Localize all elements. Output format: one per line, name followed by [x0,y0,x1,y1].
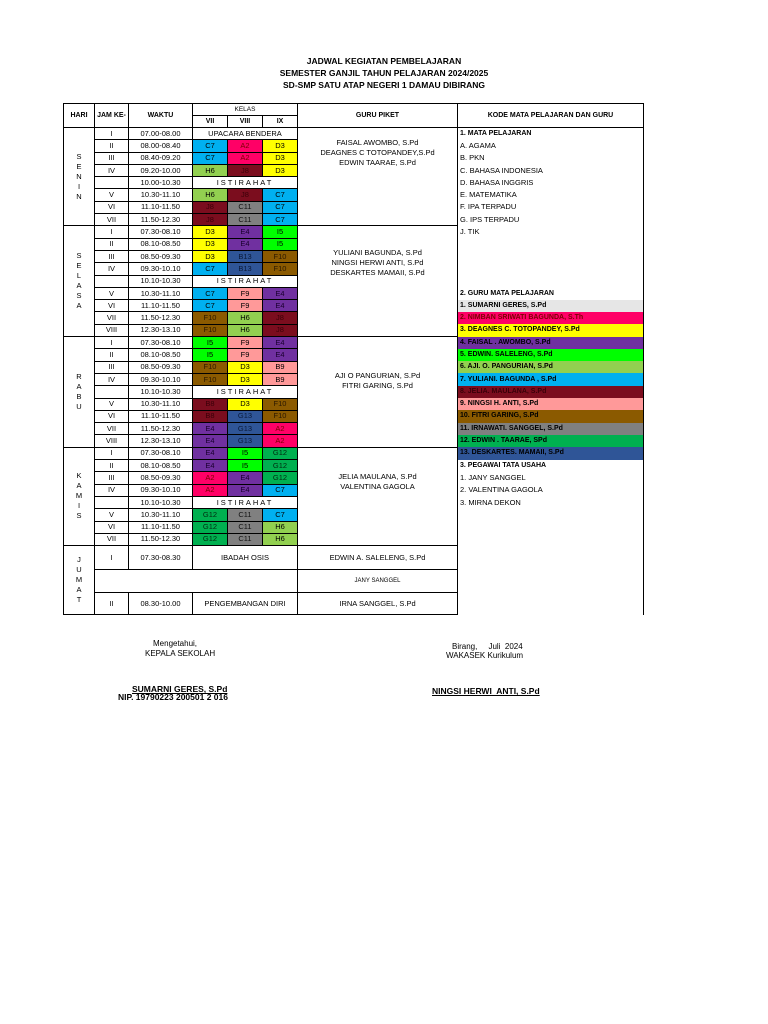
header-kelas: KELAS [193,104,298,116]
class-code-cell: C7 [193,152,228,164]
class-code-cell: C7 [193,263,228,275]
jam-cell: IV [95,164,129,176]
waktu-cell: 11.10-11.50 [129,410,193,422]
day-rabu: R A B U [64,337,95,448]
sign-right-label-1: Birang, Juli 2024 [452,642,523,651]
class-code-cell: G12 [263,460,298,472]
header-class-ix: IX [263,116,298,128]
kode-row [458,593,644,615]
activity-cell: UPACARA BENDERA [193,128,298,140]
class-code-cell: J8 [193,214,228,226]
sign-right-label-2: WAKASEK Kurikulum [446,651,524,660]
kode-row: 3. DEAGNES C. TOTOPANDEY, S.Pd [458,324,644,336]
waktu-cell: 08.50-09.30 [129,361,193,373]
jam-cell: VI [95,521,129,533]
class-code-cell: C7 [263,484,298,496]
class-code-cell: E4 [193,435,228,447]
waktu-cell: 11.50-12.30 [129,533,193,545]
kode-row [458,521,644,533]
class-code-cell: J8 [263,324,298,336]
class-code-cell: G12 [193,509,228,521]
jam-cell: VII [95,214,129,226]
class-code-cell: G13 [228,410,263,422]
class-code-cell: H6 [228,312,263,324]
class-code-cell: B9 [263,361,298,373]
kode-row: 1. SUMARNI GERES, S.Pd [458,300,644,312]
waktu-cell: 12.30-13.10 [129,435,193,447]
class-code-cell: I5 [228,460,263,472]
jam-cell [95,386,129,398]
kode-row [458,533,644,545]
waktu-cell: 08.40-09.20 [129,152,193,164]
kode-row: E. MATEMATIKA [458,189,644,201]
class-code-cell: C11 [228,521,263,533]
class-code-cell: D3 [193,238,228,250]
header-hari: HARI [64,104,95,128]
title-line-3: SD-SMP SATU ATAP NEGERI 1 DAMAU DIBIRANG [283,80,485,90]
class-code-cell: D3 [263,140,298,152]
header-waktu: WAKTU [129,104,193,128]
kode-row: D. BAHASA INGGRIS [458,177,644,189]
class-code-cell: F10 [263,410,298,422]
jam-cell [95,177,129,189]
class-code-cell: J8 [193,201,228,213]
kode-row [458,263,644,275]
waktu-cell: 10.00-10.30 [129,177,193,189]
kode-row [458,546,644,570]
class-code-cell: F10 [193,324,228,336]
class-code-cell: E4 [193,423,228,435]
waktu-cell: 08.50-09.30 [129,472,193,484]
kode-row: 3. PEGAWAI TATA USAHA [458,460,644,472]
class-code-cell: A2 [228,152,263,164]
class-code-cell: E4 [263,300,298,312]
class-code-cell: D3 [228,373,263,385]
waktu-cell: 07.00-08.00 [129,128,193,140]
kode-row [458,238,644,250]
waktu-cell: 07.30-08.10 [129,447,193,459]
table-row [64,546,644,570]
class-code-cell: A2 [193,484,228,496]
jam-cell: II [95,593,129,615]
waktu-cell: 08.10-08.50 [129,460,193,472]
jumat-spacer [95,570,298,593]
kode-row: 11. IRNAWATI. SANGGEL, S.Pd [458,423,644,435]
kode-row: 3. MIRNA DEKON [458,496,644,508]
jumat-guru: IRNA SANGGEL, S.Pd [298,593,458,615]
jam-cell: II [95,238,129,250]
jam-cell: III [95,472,129,484]
class-code-cell: C7 [193,287,228,299]
class-code-cell: E4 [228,238,263,250]
kode-row: 9. NINGSI H. ANTI, S.Pd [458,398,644,410]
kode-row: J. TIK [458,226,644,238]
piket-name: DESKARTES MAMAII, S.Pd [330,268,425,278]
piket-name: VALENTINA GAGOLA [340,481,415,491]
table-row [64,226,644,238]
class-code-cell: C11 [228,214,263,226]
kode-row: 5. EDWIN. SALELENG, S.Pd [458,349,644,361]
istirahat-cell: ISTIRAHAT [193,496,298,508]
jam-cell: III [95,361,129,373]
class-code-cell: I5 [263,226,298,238]
class-code-cell: E4 [228,226,263,238]
class-code-cell: E4 [263,349,298,361]
jam-cell: IV [95,373,129,385]
jam-cell: IV [95,484,129,496]
header-guru-piket: GURU PIKET [298,104,458,128]
jam-cell: I [95,546,129,570]
waktu-cell: 08.30-10.00 [129,593,193,615]
waktu-cell: 07.30-08.10 [129,226,193,238]
piket-rabu [298,337,458,448]
day-senin: S E N I N [64,128,95,226]
piket-name: FAISAL AWOMBO, S.Pd [336,138,419,147]
waktu-cell: 09.30-10.10 [129,373,193,385]
waktu-cell: 11.50-12.30 [129,423,193,435]
class-code-cell: G12 [193,533,228,545]
waktu-cell: 11.50-12.30 [129,214,193,226]
sign-left-label-1: Mengetahui, [153,639,198,648]
kode-row: 8. JELIA. MAULANA, S.Pd [458,386,644,398]
day-jumat: J U M A T [64,546,95,615]
waktu-cell: 11.10-11.50 [129,300,193,312]
jam-cell: V [95,509,129,521]
jam-cell: VI [95,410,129,422]
piket-name: NINGSI HERWI ANTI, S.Pd [331,258,424,268]
piket-name: AJI O PANGURIAN, S.Pd [334,371,421,381]
sign-left-name: SUMARNI GERES, S.Pd [132,684,228,694]
piket-name: EDWIN TAARAE, S.Pd [339,158,416,167]
jam-cell: II [95,460,129,472]
table-row [64,128,644,140]
class-code-cell: B8 [193,410,228,422]
piket-senin [298,128,458,226]
class-code-cell: D3 [193,226,228,238]
jam-cell: I [95,337,129,349]
kode-row: 1. MATA PELAJARAN [458,128,644,140]
kode-row: C. BAHASA INDONESIA [458,164,644,176]
kode-row [458,570,644,593]
class-code-cell: C7 [193,300,228,312]
kode-row: 6. AJI. O. PANGURIAN, S.Pd [458,361,644,373]
class-code-cell: I5 [263,238,298,250]
class-code-cell: F10 [193,361,228,373]
kode-row: 2. GURU MATA PELAJARAN [458,287,644,299]
jam-cell: VIII [95,435,129,447]
jam-cell: VI [95,201,129,213]
waktu-cell: 10.30-11.10 [129,189,193,201]
kode-row: A. AGAMA [458,140,644,152]
table-row [64,447,644,459]
class-code-cell: F10 [193,373,228,385]
class-code-cell: E4 [228,484,263,496]
class-code-cell: J8 [228,189,263,201]
jam-cell: I [95,128,129,140]
class-code-cell: I5 [228,447,263,459]
table-row [64,593,644,615]
waktu-cell: 10.10-10.30 [129,275,193,287]
jam-cell: VIII [95,324,129,336]
class-code-cell: F10 [263,250,298,262]
class-code-cell: D3 [263,164,298,176]
class-code-cell: G13 [228,423,263,435]
class-code-cell: D3 [263,152,298,164]
class-code-cell: G12 [263,472,298,484]
activity-cell: PENGEMBANGAN DIRI [193,593,298,615]
waktu-cell: 10.10-10.30 [129,496,193,508]
sign-right-name: NINGSI HERWI ANTI, S.Pd [432,686,540,696]
class-code-cell: G12 [193,521,228,533]
waktu-cell: 09.20-10.00 [129,164,193,176]
class-code-cell: D3 [228,398,263,410]
class-code-cell: E4 [193,460,228,472]
waktu-cell: 09.30-10.10 [129,263,193,275]
waktu-cell: 11.50-12.30 [129,312,193,324]
jam-cell: I [95,226,129,238]
class-code-cell: C7 [263,201,298,213]
header-jam: JAM KE- [95,104,129,128]
class-code-cell: C11 [228,509,263,521]
class-code-cell: I5 [193,337,228,349]
sign-left-nip: NIP. 19790223 200501 2 016 [118,692,228,702]
title-line-2: SEMESTER GANJIL TAHUN PELAJARAN 2024/2025 [279,68,489,78]
class-code-cell: H6 [263,521,298,533]
kode-row: 7. YULIANI. BAGUNDA , S.Pd [458,373,644,385]
class-code-cell: B13 [228,263,263,275]
kode-row: F. IPA TERPADU [458,201,644,213]
jam-cell: III [95,152,129,164]
kode-row: 13. DESKARTES. MAMAII, S.Pd [458,447,644,459]
class-code-cell: B8 [193,398,228,410]
class-code-cell: C11 [228,201,263,213]
header-class-vii: VII [193,116,228,128]
piket-name: JELIA MAULANA, S.Pd [338,471,417,481]
class-code-cell: H6 [228,324,263,336]
day-kamis: K A M I S [64,447,95,545]
class-code-cell: J8 [263,312,298,324]
class-code-cell: E4 [263,287,298,299]
kode-row: G. IPS TERPADU [458,214,644,226]
jumat-guru: JANY SANGGEL [298,570,458,593]
class-code-cell: F10 [263,263,298,275]
kode-row: 2. VALENTINA GAGOLA [458,484,644,496]
class-code-cell: F9 [228,349,263,361]
header-class-viii: VIII [228,116,263,128]
jam-cell: I [95,447,129,459]
kode-row [458,275,644,287]
waktu-cell: 11.10-11.50 [129,201,193,213]
class-code-cell: C7 [263,509,298,521]
schedule-table [63,103,644,615]
waktu-cell: 08.00-08.40 [129,140,193,152]
waktu-cell: 11.10-11.50 [129,521,193,533]
jam-cell: VII [95,533,129,545]
table-row [64,570,644,593]
class-code-cell: J8 [228,164,263,176]
day-selasa: S E L A S A [64,226,95,337]
class-code-cell: I5 [193,349,228,361]
jam-cell: IV [95,263,129,275]
waktu-cell: 10.30-11.10 [129,398,193,410]
class-code-cell: G12 [263,447,298,459]
jam-cell: V [95,287,129,299]
piket-selasa [298,226,458,337]
class-code-cell: A2 [263,435,298,447]
kode-row: B. PKN [458,152,644,164]
jam-cell: V [95,398,129,410]
kode-row: 1. JANY SANGGEL [458,472,644,484]
class-code-cell: A2 [263,423,298,435]
kode-row [458,250,644,262]
istirahat-cell: ISTIRAHAT [193,177,298,189]
class-code-cell: B9 [263,373,298,385]
header-kode: KODE MATA PELAJARAN DAN GURU [458,104,644,128]
waktu-cell: 07.30-08.30 [129,546,193,570]
jam-cell: VI [95,300,129,312]
class-code-cell: G13 [228,435,263,447]
table-row [64,337,644,349]
jam-cell: II [95,349,129,361]
class-code-cell: E4 [193,447,228,459]
class-code-cell: A2 [193,472,228,484]
waktu-cell: 08.10-08.50 [129,349,193,361]
class-code-cell: F9 [228,287,263,299]
kode-row: 12. EDWIN . TAARAE, SPd [458,435,644,447]
piket-name: DEAGNES C TOTOPANDEY,S.Pd [320,148,435,157]
class-code-cell: H6 [193,164,228,176]
jam-cell [95,275,129,287]
jam-cell: VII [95,423,129,435]
waktu-cell: 08.10-08.50 [129,238,193,250]
class-code-cell: F9 [228,300,263,312]
waktu-cell: 10.30-11.10 [129,287,193,299]
class-code-cell: C11 [228,533,263,545]
class-code-cell: C7 [193,140,228,152]
waktu-cell: 10.30-11.10 [129,509,193,521]
kode-row: 2. NIMBAN SRIWATI BAGUNDA, S.Th [458,312,644,324]
class-code-cell: H6 [193,189,228,201]
jumat-guru: EDWIN A. SALELENG, S.Pd [298,546,458,570]
class-code-cell: C7 [263,214,298,226]
class-code-cell: F10 [263,398,298,410]
class-code-cell: D3 [228,361,263,373]
istirahat-cell: ISTIRAHAT [193,275,298,287]
jam-cell: V [95,189,129,201]
class-code-cell: F9 [228,337,263,349]
class-code-cell: C7 [263,189,298,201]
piket-kamis [298,447,458,545]
class-code-cell: D3 [193,250,228,262]
jam-cell: VII [95,312,129,324]
piket-name: FITRI GARING, S.Pd [342,381,413,391]
activity-cell: IBADAH OSIS [193,546,298,570]
istirahat-cell: ISTIRAHAT [193,386,298,398]
kode-row [458,509,644,521]
piket-name: YULIANI BAGUNDA, S.Pd [333,248,422,258]
class-code-cell: B13 [228,250,263,262]
sign-left-label-2: KEPALA SEKOLAH [145,649,216,658]
title-line-1: JADWAL KEGIATAN PEMBELAJARAN [306,56,462,66]
jam-cell: III [95,250,129,262]
waktu-cell: 12.30-13.10 [129,324,193,336]
jam-cell [95,496,129,508]
class-code-cell: H6 [263,533,298,545]
kode-row: 4. FAISAL . AWOMBO, S.Pd [458,337,644,349]
jam-cell: II [95,140,129,152]
waktu-cell: 07.30-08.10 [129,337,193,349]
class-code-cell: A2 [228,140,263,152]
waktu-cell: 09.30-10.10 [129,484,193,496]
class-code-cell: E4 [263,337,298,349]
kode-row: 10. FITRI GARING, S.Pd [458,410,644,422]
waktu-cell: 10.10-10.30 [129,386,193,398]
class-code-cell: F10 [193,312,228,324]
waktu-cell: 08.50-09.30 [129,250,193,262]
class-code-cell: E4 [228,472,263,484]
